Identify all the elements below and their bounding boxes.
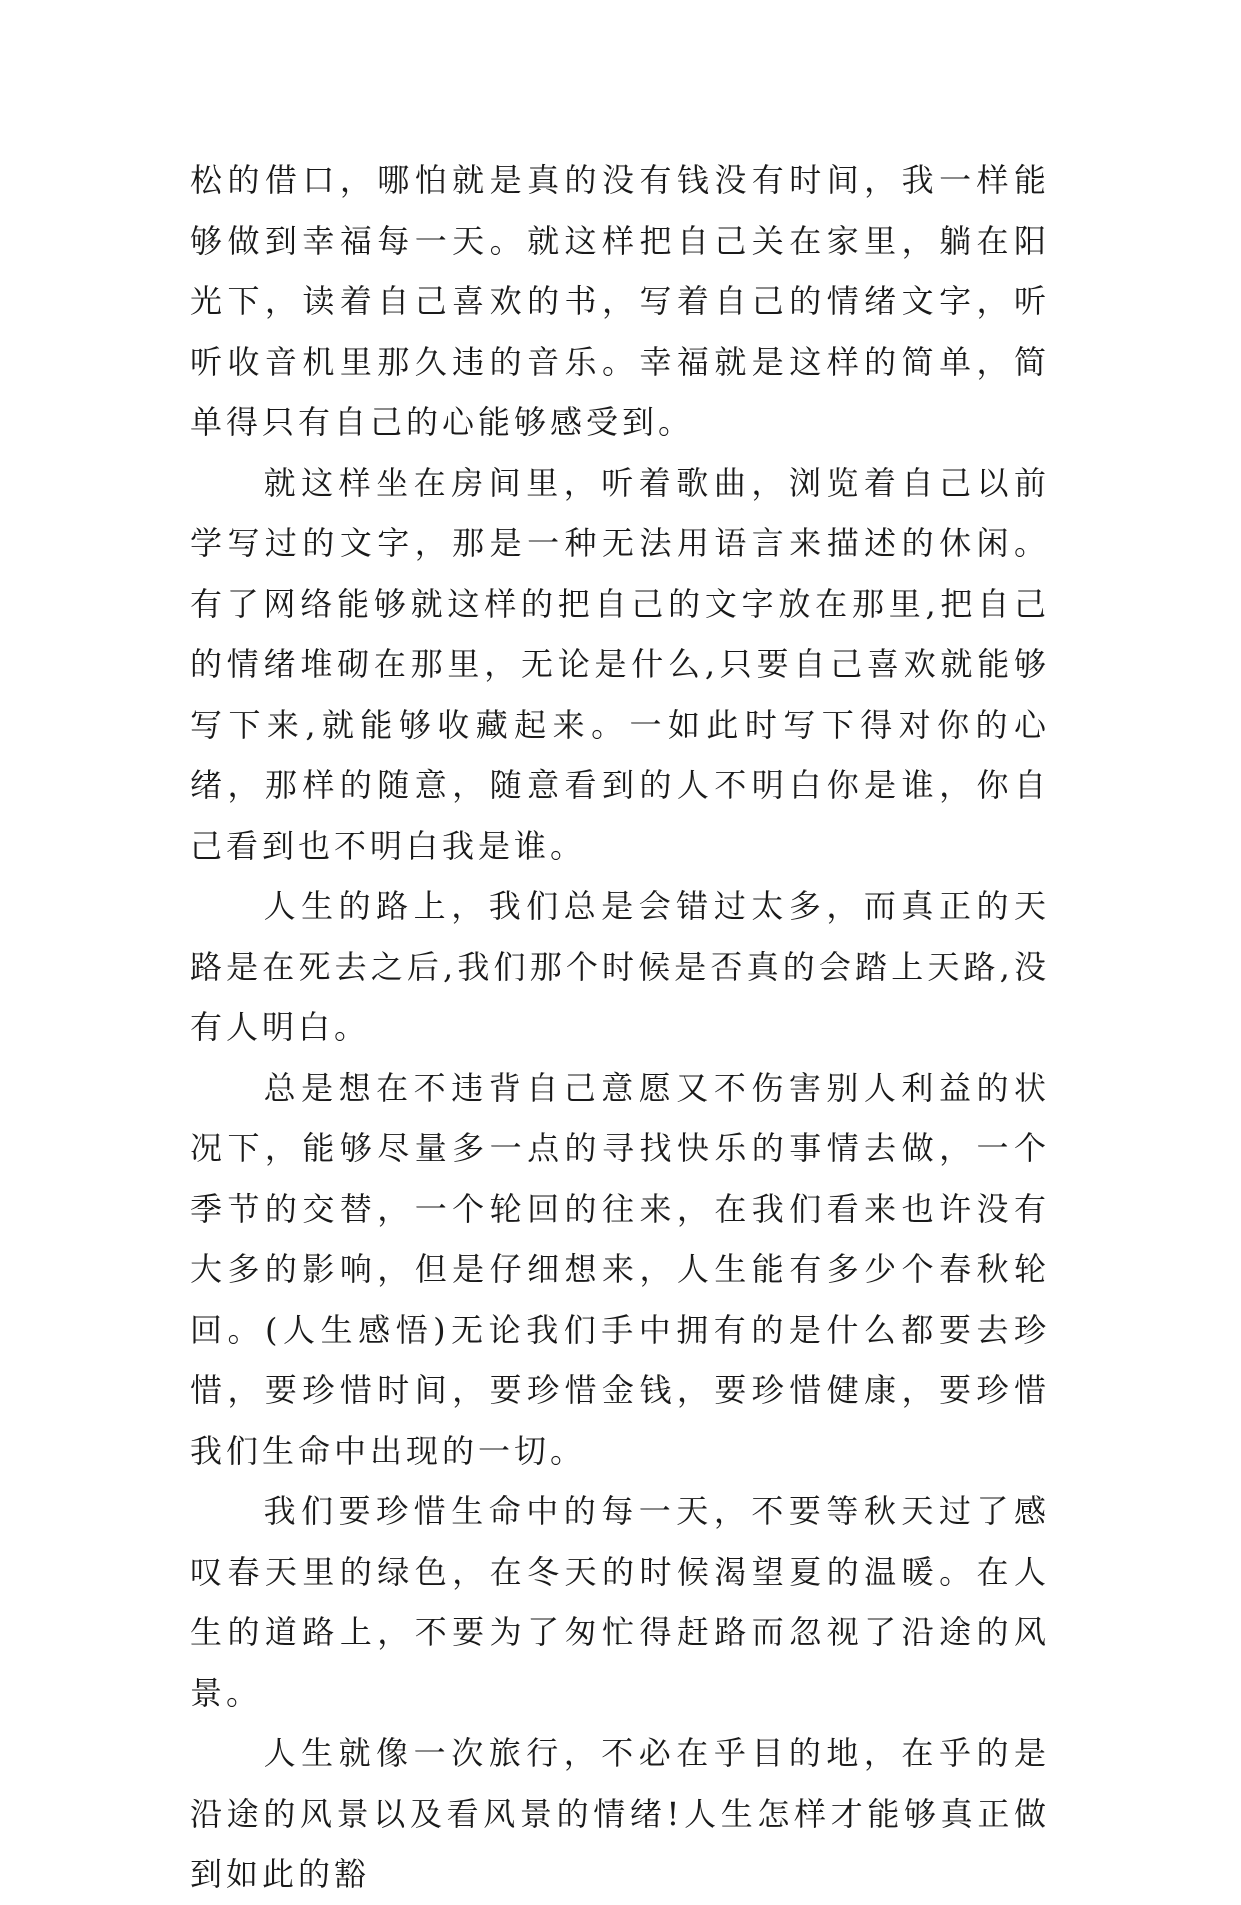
paragraph-5: 我们要珍惜生命中的每一天，不要等秋天过了感叹春天里的绿色，在冬天的时候渴望夏的温暖。在人生的道路上，不要为了匆忙得赶路而忽视了沿途的风景。: [190, 1492, 1050, 1712]
paragraph-6: 人生就像一次旅行，不必在乎目的地，在乎的是沿途的风景以及看风景的情绪!人生怎样才能够真正做到如此的豁: [190, 1734, 1050, 1893]
paragraph-3: 人生的路上，我们总是会错过太多，而真正的天路是在死去之后,我们那个时候是否真的会踏上天路,没有人明白。: [190, 887, 1050, 1046]
paragraph-4: 总是想在不违背自己意愿又不伤害别人利益的状况下，能够尽量多一点的寻找快乐的事情去做，一个季节的交替，一个轮回的往来，在我们看来也许没有大多的影响，但是仔细想来，人生能有多少个春秋轮回。(人生感悟)无论我们手中拥有的是什么都要去珍惜，要珍惜时间，要珍惜金钱，要珍惜健康，要珍惜我们生命中出现的一切。: [190, 1068, 1050, 1470]
document-body: [190, 150, 1050, 1905]
paragraph-1: 松的借口，哪怕就是真的没有钱没有时间，我一样能够做到幸福每一天。就这样把自己关在家里，躺在阳光下，读着自己喜欢的书，写着自己的情绪文字，听听收音机里那久违的音乐。幸福就是这样的简单，简单得只有自己的心能够感受到。: [190, 161, 1050, 441]
paragraph-2: 就这样坐在房间里，听着歌曲，浏览着自己以前学写过的文字，那是一种无法用语言来描述的休闲。有了网络能够就这样的把自己的文字放在那里,把自己的情绪堆砌在那里，无论是什么,只要自己喜欢就能够写下来,就能够收藏起来。一如此时写下得对你的心绪，那样的随意，随意看到的人不明白你是谁，你自己看到也不明白我是谁。: [190, 463, 1050, 865]
